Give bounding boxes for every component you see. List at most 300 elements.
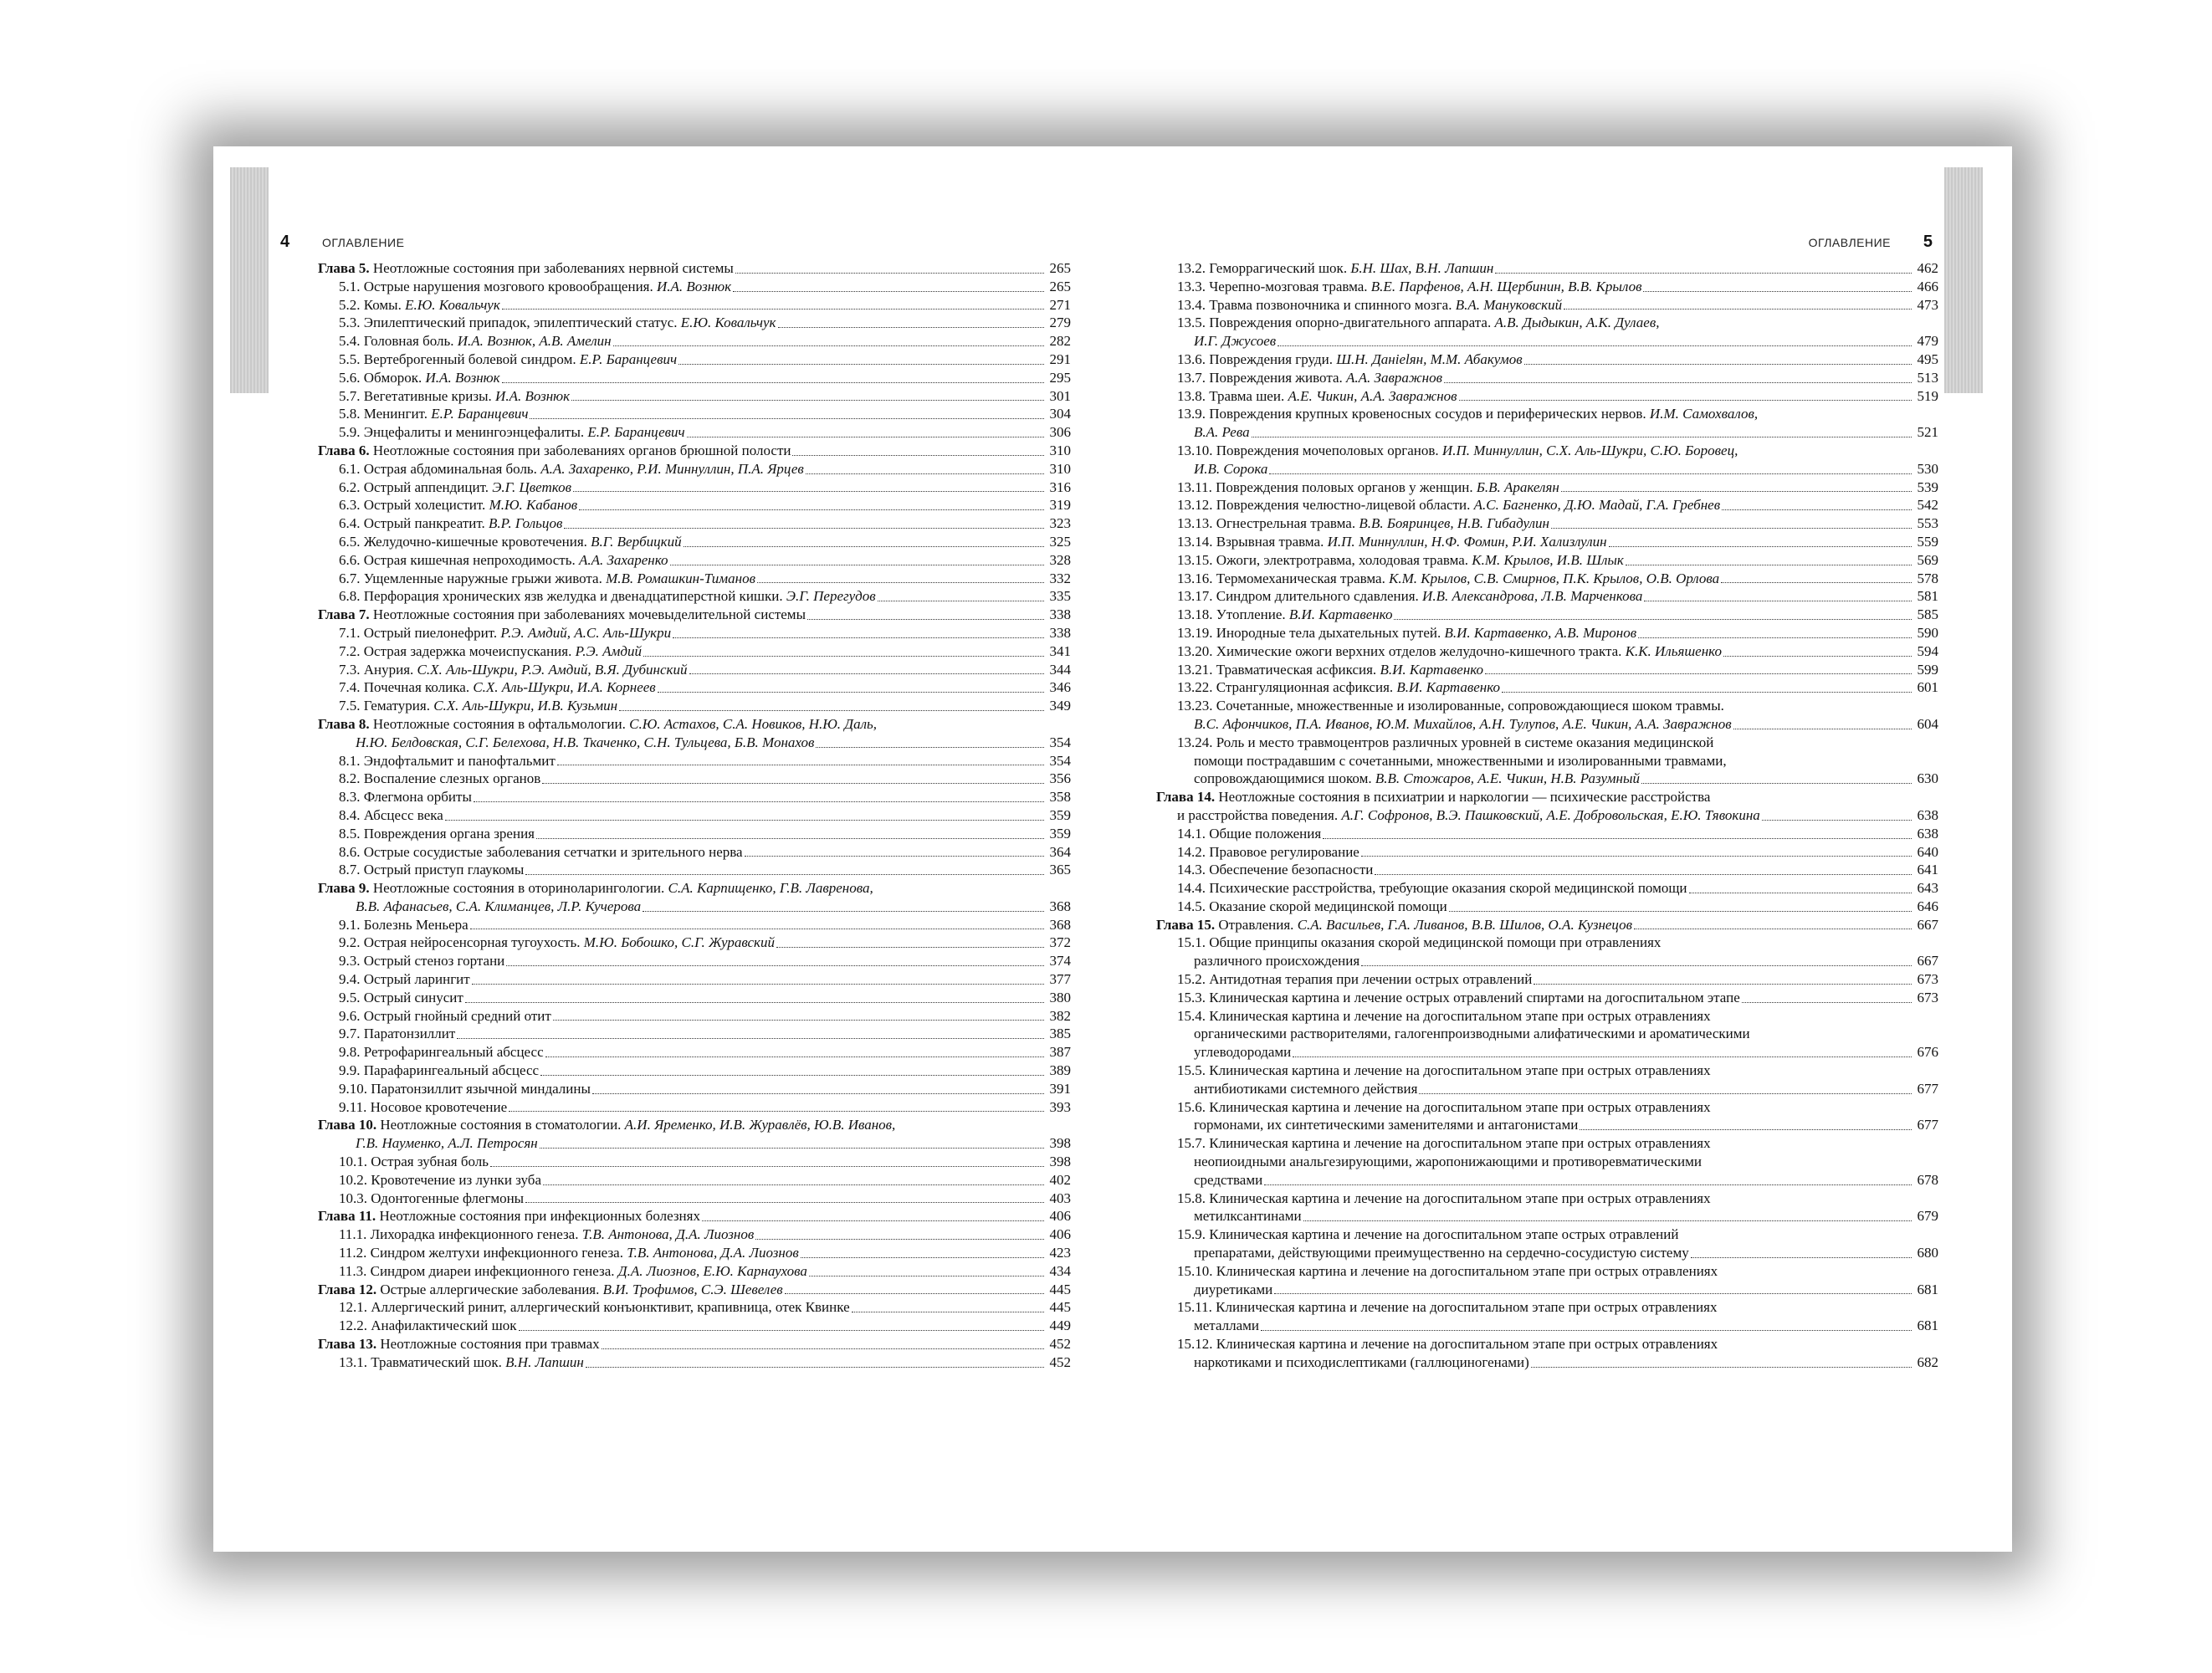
entry-page-number: 581 <box>1917 588 1938 605</box>
entry-page-number: 398 <box>1049 1135 1071 1152</box>
entry-title: 6.3. Острый холецистит. <box>339 497 486 514</box>
toc-entry <box>318 1353 1071 1372</box>
entry-authors: В.Н. Лапшин <box>505 1353 584 1370</box>
toc-entry <box>318 989 1071 1007</box>
entry-label <box>1177 350 1523 369</box>
entry-title: диуретиками <box>1194 1281 1273 1297</box>
entry-title: 15.8. Клиническая картина и лечение на догоспитальном этапе при острых отравлениях <box>1177 1190 1711 1206</box>
thumb-tab <box>230 167 269 393</box>
table-of-contents <box>1156 259 1938 1372</box>
entry-authors: И.Г. Джусоев <box>1194 333 1277 350</box>
entry-page-number: 462 <box>1917 260 1938 276</box>
entry-authors: С.А. Васильев, Г.А. Ливанов, В.В. Шилов, О.А. Кузнецов <box>1297 916 1633 933</box>
dot-leader <box>1459 400 1912 401</box>
toc-entry <box>318 314 1071 332</box>
dot-leader <box>1419 1093 1912 1094</box>
entry-label <box>339 296 500 315</box>
entry-label <box>1194 1080 1417 1098</box>
entry-title: 13.8. Травма шеи. <box>1177 387 1285 404</box>
entry-authors: В.И. Картавенко <box>1288 606 1393 623</box>
toc-entry <box>1156 734 1938 752</box>
entry-page-number: 368 <box>1049 898 1071 914</box>
dot-leader <box>1495 273 1912 274</box>
dot-leader <box>506 965 1044 966</box>
toc-entry <box>1156 934 1938 952</box>
entry-title: 5.5. Вертеброгенный болевой синдром. <box>339 350 576 367</box>
entry-page-number: 341 <box>1049 642 1071 659</box>
dot-leader <box>733 291 1044 292</box>
entry-label <box>1194 1171 1262 1190</box>
toc-entry <box>1156 1281 1938 1299</box>
dot-leader <box>445 820 1044 821</box>
entry-page-number: 590 <box>1917 624 1938 641</box>
toc-entry <box>318 1043 1071 1062</box>
entry-label <box>1194 752 1727 770</box>
entry-label <box>1177 734 1713 752</box>
toc-entry <box>1156 314 1938 332</box>
toc-entry <box>1156 661 1938 679</box>
entry-authors: И.А. Вознюк <box>495 387 571 404</box>
chapter-number: Глава 10. <box>318 1117 377 1133</box>
entry-authors: А.А. Завражнов <box>1346 369 1442 386</box>
entry-label <box>1177 1225 1678 1244</box>
dot-leader <box>1502 692 1912 693</box>
entry-title: 7.4. Почечная колика. <box>339 679 470 696</box>
entry-label <box>339 806 443 825</box>
entry-title: 5.6. Обморок. <box>339 369 422 386</box>
dot-leader <box>807 619 1044 620</box>
entry-page-number: 304 <box>1049 406 1071 422</box>
entry-title: 9.2. Острая нейросенсорная тугоухость. <box>339 934 581 951</box>
dot-leader <box>1394 619 1912 620</box>
entry-label <box>1177 806 1760 825</box>
toc-entry <box>318 970 1071 989</box>
entry-page-number: 372 <box>1049 934 1071 951</box>
dot-leader <box>757 582 1044 583</box>
entry-authors: С.А. Карпищенко, Г.В. Лавренова, <box>668 880 873 897</box>
dot-leader <box>1638 637 1912 638</box>
toc-entry <box>1156 442 1938 460</box>
entry-page-number: 356 <box>1049 770 1071 787</box>
entry-label <box>339 861 524 879</box>
toc-entry <box>1156 806 1938 825</box>
entry-title: сопровождающимися шоком. <box>1194 770 1372 787</box>
entry-title: 14.3. Обеспечение безопасности <box>1177 862 1374 878</box>
dot-leader <box>543 1184 1044 1185</box>
dot-leader <box>1531 1367 1912 1368</box>
entry-label <box>1177 278 1641 296</box>
entry-title: 12.2. Анафилактический шок <box>339 1317 517 1334</box>
entry-title: 15.9. Клиническая картина и лечение на догоспитальном этапе острых отравлений <box>1177 1226 1679 1243</box>
toc-entry <box>318 806 1071 825</box>
entry-label <box>339 624 671 642</box>
dot-leader <box>465 1002 1044 1003</box>
entry-page-number: 310 <box>1049 442 1071 458</box>
entry-title: 6.2. Острый аппендицит. <box>339 478 489 495</box>
entry-page-number: 539 <box>1917 478 1938 495</box>
dot-leader <box>540 1148 1044 1149</box>
entry-authors: А.С. Багненко, Д.Ю. Мадай, Г.А. Гребнев <box>1473 497 1721 514</box>
toc-entry <box>1156 989 1938 1007</box>
entry-title: 13.3. Черепно-мозговая травма. <box>1177 278 1368 294</box>
entry-page-number: 569 <box>1917 551 1938 568</box>
chapter-entry <box>318 1116 1071 1134</box>
entry-page-number: 423 <box>1049 1245 1071 1261</box>
dot-leader <box>1303 1220 1912 1221</box>
toc-entry <box>318 642 1071 661</box>
entry-title: 15.1. Общие принципы оказания скорой медицинской помощи при отравлениях <box>1177 934 1662 951</box>
entry-label <box>339 916 469 934</box>
chapter-number: Глава 5. <box>318 260 370 276</box>
entry-page-number: 638 <box>1917 825 1938 842</box>
entry-authors: В.В. Афанасьев, С.А. Климанцев, Л.Р. Кучерова <box>356 898 642 914</box>
dot-leader <box>1485 673 1912 674</box>
dot-leader <box>735 273 1044 274</box>
chapter-entry <box>318 1207 1071 1225</box>
toc-entry <box>318 1225 1071 1244</box>
dot-leader <box>806 473 1044 474</box>
toc-entry <box>1156 606 1938 624</box>
dot-leader <box>525 874 1044 875</box>
chapter-entry <box>1156 916 1938 934</box>
toc-entry <box>318 1298 1071 1317</box>
entry-title: 7.2. Острая задержка мочеиспускания. <box>339 642 572 659</box>
entry-page-number: 380 <box>1049 989 1071 1005</box>
entry-page-number: 328 <box>1049 551 1071 568</box>
entry-label <box>339 1062 539 1080</box>
entry-page-number: 406 <box>1049 1208 1071 1225</box>
entry-page-number: 374 <box>1049 953 1071 970</box>
entry-label <box>339 1190 524 1208</box>
entry-page-number: 323 <box>1049 515 1071 532</box>
entry-title: 8.4. Абсцесс века <box>339 806 443 823</box>
entry-title: 14.2. Правовое регулирование <box>1177 843 1359 860</box>
entry-page-number: 646 <box>1917 898 1938 914</box>
entry-label <box>1177 587 1642 606</box>
dot-leader <box>1564 309 1912 310</box>
toc-entry <box>318 861 1071 879</box>
entry-authors: А.А. Захаренко, Р.И. Миннуллин, П.А. Ярцев <box>540 460 804 477</box>
dot-leader <box>613 345 1044 346</box>
entry-page-number: 495 <box>1917 350 1938 367</box>
entry-label <box>339 460 804 478</box>
dot-leader <box>1762 820 1912 821</box>
dot-leader <box>545 1056 1044 1057</box>
dot-leader <box>586 1367 1044 1368</box>
dot-leader <box>745 856 1044 857</box>
toc-entry <box>1156 350 1938 369</box>
entry-authors: А.И. Яременко, И.В. Журавлёв, Ю.В. Иванов, <box>624 1117 896 1133</box>
entry-title: 13.23. Сочетанные, множественные и изолированные, сопровождающиеся шоком травмы. <box>1177 698 1724 714</box>
thumb-tab <box>1944 167 1983 393</box>
entry-label <box>1177 405 1758 423</box>
entry-page-number: 310 <box>1049 460 1071 477</box>
chapter-number: Глава 9. <box>318 880 370 897</box>
entry-authors: И.П. Миннуллин, С.Х. Аль-Шукри, С.Ю. Боровец, <box>1441 442 1738 458</box>
toc-entry <box>318 387 1071 406</box>
toc-entry <box>318 843 1071 862</box>
dot-leader <box>801 1257 1044 1258</box>
entry-title: 9.8. Ретрофарингеальный абсцесс <box>339 1044 544 1061</box>
chapter-number: Глава 14. <box>1156 789 1216 806</box>
entry-label <box>318 1335 600 1353</box>
entry-label <box>1194 1281 1272 1299</box>
dot-leader <box>1561 491 1912 492</box>
entry-label <box>1177 478 1559 497</box>
entry-page-number: 403 <box>1049 1190 1071 1206</box>
entry-title: Неотложные состояния в психиатрии и наркологии — психические расстройства <box>1218 789 1711 806</box>
entry-authors: В.И. Картавенко <box>1380 661 1484 678</box>
entry-title: 6.1. Острая абдоминальная боль. <box>339 460 537 477</box>
entry-label <box>339 1225 754 1244</box>
chapter-entry <box>1156 788 1938 806</box>
entry-authors: А.Е. Чикин, А.А. Завражнов <box>1288 387 1457 404</box>
entry-page-number: 630 <box>1917 770 1938 787</box>
entry-title: 7.5. Гематурия. <box>339 698 430 714</box>
entry-label <box>1156 788 1710 806</box>
toc-entry <box>318 570 1071 588</box>
toc-entry <box>1156 898 1938 916</box>
entry-label <box>1194 770 1640 788</box>
entry-page-number: 676 <box>1917 1044 1938 1061</box>
entry-page-number: 530 <box>1917 460 1938 477</box>
entry-authors: И.А. Вознюк <box>425 369 500 386</box>
toc-entry <box>1156 387 1938 406</box>
entry-page-number: 519 <box>1917 387 1938 404</box>
entry-label <box>318 442 791 460</box>
entry-authors: И.А. Вознюк, А.В. Амелин <box>457 333 612 350</box>
entry-title: 15.7. Клиническая картина и лечение на догоспитальном этапе при острых отравлениях <box>1177 1135 1711 1152</box>
dot-leader <box>540 1075 1044 1076</box>
dot-leader <box>776 947 1044 948</box>
right-page <box>1106 167 1983 1506</box>
entry-title: металлами <box>1194 1317 1260 1334</box>
entry-page-number: 679 <box>1917 1208 1938 1225</box>
entry-label <box>339 1043 544 1062</box>
dot-leader <box>542 783 1044 784</box>
dot-leader <box>1264 1184 1912 1185</box>
entry-label <box>1194 1353 1529 1372</box>
entry-label <box>339 551 668 570</box>
dot-leader <box>755 1239 1044 1240</box>
entry-title: 13.13. Огнестрельная травма. <box>1177 515 1356 532</box>
entry-page-number: 271 <box>1049 296 1071 313</box>
entry-page-number: 638 <box>1917 806 1938 823</box>
entry-page-number: 594 <box>1917 642 1938 659</box>
entry-page-number: 349 <box>1049 698 1071 714</box>
entry-page-number: 265 <box>1049 278 1071 294</box>
entry-title: 13.22. Странгуляционная асфиксия. <box>1177 679 1394 696</box>
entry-label <box>318 606 806 624</box>
entry-label <box>339 570 755 588</box>
dot-leader <box>519 1330 1045 1331</box>
toc-entry <box>318 496 1071 514</box>
toc-entry <box>1156 278 1938 296</box>
entry-title: 9.11. Носовое кровотечение <box>339 1098 508 1115</box>
entry-authors: В.И. Картавенко, А.В. Миронов <box>1444 624 1637 641</box>
entry-label <box>339 1025 455 1043</box>
toc-entry <box>318 661 1071 679</box>
entry-label <box>318 715 877 734</box>
entry-label <box>339 934 775 952</box>
entry-title: 9.6. Острый гнойный средний отит <box>339 1007 551 1024</box>
dot-leader <box>684 546 1044 547</box>
entry-label <box>339 1262 807 1281</box>
entry-title: наркотиками и психодислептиками (галлюциногенами) <box>1194 1353 1529 1370</box>
toc-entry <box>1156 678 1938 697</box>
entry-title: 13.2. Геморрагический шок. <box>1177 260 1348 276</box>
entry-title: Неотложные состояния в оториноларингологии. <box>372 880 665 897</box>
entry-label <box>1177 989 1740 1007</box>
entry-title: 13.16. Термомеханическая травма. <box>1177 570 1385 586</box>
entry-label <box>1194 952 1359 970</box>
entry-page-number: 406 <box>1049 1226 1071 1243</box>
chapter-entry <box>318 1281 1071 1299</box>
dot-leader <box>1293 1056 1912 1057</box>
entry-label <box>1177 697 1724 715</box>
entry-page-number: 445 <box>1049 1299 1071 1316</box>
entry-title: 10.2. Кровотечение из лунки зуба <box>339 1171 541 1188</box>
entry-title: 9.4. Острый ларингит <box>339 971 470 988</box>
entry-label <box>339 423 685 442</box>
toc-entry <box>318 478 1071 497</box>
entry-authors: В.С. Афончиков, П.А. Иванов, Ю.М. Михайлов, А.Н. Тулупов, А.Е. Чикин, А.А. Завражнов <box>1194 715 1732 732</box>
toc-entry <box>318 514 1071 533</box>
chapter-entry <box>318 259 1071 278</box>
entry-label <box>339 1153 489 1171</box>
entry-title: 15.5. Клиническая картина и лечение на догоспитальном этапе при острых отравлениях <box>1177 1062 1711 1079</box>
entry-title: 15.6. Клиническая картина и лечение на догоспитальном этапе при острых отравлениях <box>1177 1098 1711 1115</box>
toc-entry <box>318 1098 1071 1117</box>
entry-authors: К.М. Крылов, И.В. Шлык <box>1472 551 1624 568</box>
entry-page-number: 332 <box>1049 570 1071 586</box>
entry-label <box>339 387 570 406</box>
entry-page-number: 301 <box>1049 387 1071 404</box>
toc-entry <box>1156 697 1938 715</box>
entry-title: 7.3. Анурия. <box>339 661 414 678</box>
toc-entry <box>1156 1225 1938 1244</box>
toc-entry <box>1156 825 1938 843</box>
toc-entry <box>318 405 1071 423</box>
entry-title: Острые аллергические заболевания. <box>380 1281 600 1297</box>
entry-title: углеводородами <box>1194 1044 1292 1061</box>
entry-page-number: 449 <box>1049 1317 1071 1334</box>
entry-page-number: 542 <box>1917 497 1938 514</box>
entry-page-number: 393 <box>1049 1098 1071 1115</box>
entry-title: 8.5. Повреждения органа зрения <box>339 825 535 842</box>
toc-entry <box>318 1153 1071 1171</box>
running-head: ОГЛАВЛЕНИЕ <box>1808 236 1891 249</box>
entry-page-number: 354 <box>1049 734 1071 750</box>
entry-page-number: 391 <box>1049 1080 1071 1097</box>
entry-title: 8.7. Острый приступ глаукомы <box>339 862 525 878</box>
entry-label <box>1177 898 1447 916</box>
entry-title: 13.24. Роль и место травмоцентров различных уровней в системе оказания медицинской <box>1177 734 1714 750</box>
toc-entry <box>1156 770 1938 788</box>
entry-page-number: 368 <box>1049 916 1071 933</box>
entry-page-number: 521 <box>1917 424 1938 441</box>
entry-title: 9.5. Острый синусит <box>339 989 463 1005</box>
entry-title: 13.1. Травматический шок. <box>339 1353 502 1370</box>
toc-entry <box>1156 1207 1938 1225</box>
entry-title: 11.3. Синдром диареи инфекционного генеза. <box>339 1262 615 1279</box>
entry-page-number: 398 <box>1049 1154 1071 1170</box>
entry-title: 5.3. Эпилептический припадок, эпилептический статус. <box>339 315 678 331</box>
toc-entry <box>1156 551 1938 570</box>
entry-label <box>1194 460 1267 478</box>
entry-label <box>318 1207 700 1225</box>
entry-page-number: 319 <box>1049 497 1071 514</box>
entry-label <box>339 1353 584 1372</box>
entry-page-number: 344 <box>1049 661 1071 678</box>
chapter-entry <box>318 1335 1071 1353</box>
entry-label <box>318 259 734 278</box>
entry-title: 9.7. Паратонзиллит <box>339 1026 456 1042</box>
entry-title: 6.4. Острый панкреатит. <box>339 515 485 532</box>
entry-page-number: 559 <box>1917 533 1938 550</box>
dot-leader <box>1524 364 1912 365</box>
entry-title: 6.5. Желудочно-кишечные кровотечения. <box>339 533 587 550</box>
toc-entry <box>318 697 1071 715</box>
entry-page-number: 604 <box>1917 715 1938 732</box>
entry-title: 5.1. Острые нарушения мозгового кровообращения. <box>339 278 653 294</box>
dot-leader <box>673 637 1044 638</box>
chapter-entry <box>318 442 1071 460</box>
toc-entry <box>1156 970 1938 989</box>
entry-authors: И.М. Самохвалов, <box>1649 406 1759 422</box>
toc-entry <box>1156 861 1938 879</box>
entry-page-number: 385 <box>1049 1026 1071 1042</box>
entry-authors: Р.Э. Амдий <box>575 642 642 659</box>
entry-authors: Б.Н. Шах, В.Н. Лапшин <box>1350 260 1494 276</box>
toc-entry <box>1156 843 1938 862</box>
entry-title: 13.6. Повреждения груди. <box>1177 350 1333 367</box>
entry-title: 13.21. Травматическая асфиксия. <box>1177 661 1377 678</box>
entry-title: 11.2. Синдром желтухи инфекционного генеза. <box>339 1245 623 1261</box>
toc-entry <box>1156 1098 1938 1117</box>
entry-authors: Е.Р. Баранцевич <box>579 350 678 367</box>
entry-title: 13.12. Повреждения челюстно-лицевой области. <box>1177 497 1471 514</box>
toc-entry <box>318 1025 1071 1043</box>
toc-entry <box>1156 514 1938 533</box>
entry-label <box>339 843 743 862</box>
dot-leader <box>1278 345 1912 346</box>
entry-title: Неотложные состояния при травмах <box>380 1336 600 1353</box>
entry-label <box>1177 496 1720 514</box>
entry-title: 13.19. Инородные тела дыхательных путей. <box>1177 624 1441 641</box>
entry-label <box>1177 1007 1711 1026</box>
entry-label <box>1194 715 1732 734</box>
left-page <box>230 167 1106 1506</box>
toc-entry <box>1156 879 1938 898</box>
entry-title: 8.2. Воспаление слезных органов <box>339 770 541 787</box>
toc-entry <box>1156 332 1938 350</box>
entry-title: помощи пострадавшим с сочетанными, множественными и изолированными травмами, <box>1194 752 1727 769</box>
entry-label <box>339 587 876 606</box>
entry-label <box>1177 661 1483 679</box>
entry-title: 9.10. Паратонзиллит язычной миндалины <box>339 1080 591 1097</box>
dot-leader <box>1723 656 1912 657</box>
dot-leader <box>474 801 1044 802</box>
dot-leader <box>689 673 1045 674</box>
toc-entry <box>318 952 1071 970</box>
entry-label <box>339 278 731 296</box>
entry-title: 8.1. Эндофтальмит и панофтальмит <box>339 752 556 769</box>
entry-label <box>1177 296 1562 315</box>
entry-authors: Г.В. Науменко, А.Л. Петросян <box>356 1135 538 1152</box>
entry-title: различного происхождения <box>1194 953 1360 970</box>
entry-authors: Д.А. Лиознов, Е.Ю. Карнаухова <box>617 1262 807 1279</box>
